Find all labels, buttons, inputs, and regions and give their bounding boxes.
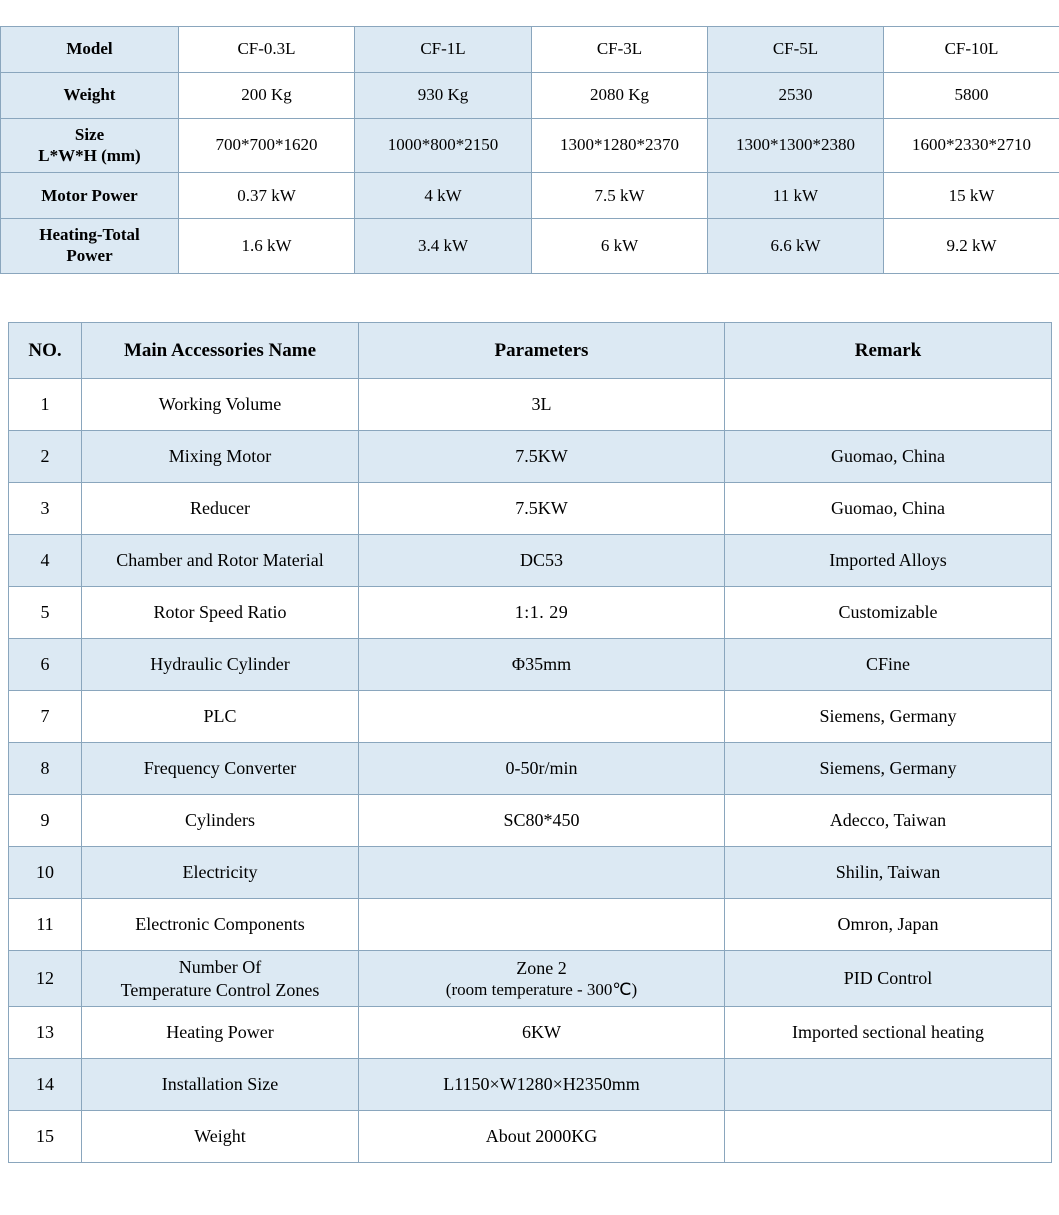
spec-cell: 6.6 kW: [708, 219, 884, 273]
table-row: [1, 27, 1059, 73]
cell-name: Hydraulic Cylinder: [82, 639, 359, 691]
table-row: [9, 691, 1052, 743]
cell-name-line2: Temperature Control Zones: [120, 979, 320, 1000]
cell-parameters: 1:1. 29: [359, 587, 725, 639]
cell-remark: Siemens, Germany: [725, 691, 1052, 743]
cell-parameters: 7.5KW: [359, 431, 725, 483]
spec-row-label-line2: Power: [66, 246, 113, 266]
cell-no: 1: [9, 379, 82, 431]
table-row: [1, 219, 1059, 273]
cell-parameters: L1150×W1280×H2350mm: [359, 1059, 725, 1111]
cell-parameters: 7.5KW: [359, 483, 725, 535]
cell-name: [82, 951, 359, 1007]
spec-cell: 4 kW: [355, 173, 532, 219]
table-row: [9, 639, 1052, 691]
cell-parameters: [359, 899, 725, 951]
cell-no: 5: [9, 587, 82, 639]
cell-name: Frequency Converter: [82, 743, 359, 795]
cell-name: Cylinders: [82, 795, 359, 847]
specification-table-container: [0, 26, 1059, 274]
specification-table: [0, 26, 1059, 274]
cell-name: Heating Power: [82, 1007, 359, 1059]
spec-cell: 2080 Kg: [532, 73, 708, 119]
spec-cell: 200 Kg: [179, 73, 355, 119]
table-row: [9, 795, 1052, 847]
cell-remark: Omron, Japan: [725, 899, 1052, 951]
cell-remark: [725, 1059, 1052, 1111]
cell-name: Rotor Speed Ratio: [82, 587, 359, 639]
spec-cell: CF-0.3L: [179, 27, 355, 73]
table-row: [9, 1007, 1052, 1059]
table-row: [1, 119, 1059, 173]
cell-parameters: 0-50r/min: [359, 743, 725, 795]
cell-remark: Shilin, Taiwan: [725, 847, 1052, 899]
spec-cell: CF-5L: [708, 27, 884, 73]
table-row: [1, 173, 1059, 219]
cell-remark: Guomao, China: [725, 431, 1052, 483]
cell-name: Chamber and Rotor Material: [82, 535, 359, 587]
cell-parameters: 3L: [359, 379, 725, 431]
cell-no: 8: [9, 743, 82, 795]
cell-name: Reducer: [82, 483, 359, 535]
cell-remark: Guomao, China: [725, 483, 1052, 535]
spec-cell: 2530: [708, 73, 884, 119]
cell-parameters: [359, 847, 725, 899]
spec-row-label: [1, 219, 179, 273]
cell-name: Installation Size: [82, 1059, 359, 1111]
spec-row-label-line1: Size: [74, 125, 105, 144]
cell-parameters: 6KW: [359, 1007, 725, 1059]
accessories-table-container: [8, 322, 1051, 1163]
spec-cell: 7.5 kW: [532, 173, 708, 219]
cell-parameters: [359, 951, 725, 1007]
spec-cell: CF-10L: [884, 27, 1059, 73]
cell-no: 9: [9, 795, 82, 847]
cell-no: 15: [9, 1111, 82, 1163]
cell-parameters: About 2000KG: [359, 1111, 725, 1163]
table-row: [9, 1111, 1052, 1163]
cell-remark: Adecco, Taiwan: [725, 795, 1052, 847]
cell-remark: Customizable: [725, 587, 1052, 639]
cell-no: 6: [9, 639, 82, 691]
cell-parameters: Φ35mm: [359, 639, 725, 691]
table-row: [9, 899, 1052, 951]
table-row: [9, 535, 1052, 587]
column-header-no: NO.: [9, 323, 82, 379]
spec-cell: 5800: [884, 73, 1059, 119]
cell-remark: Imported sectional heating: [725, 1007, 1052, 1059]
spec-cell: 1.6 kW: [179, 219, 355, 273]
cell-parameters: [359, 691, 725, 743]
spec-cell: 6 kW: [532, 219, 708, 273]
spec-cell: CF-1L: [355, 27, 532, 73]
cell-name-line1: Number Of: [178, 957, 262, 977]
table-header-row: [9, 323, 1052, 379]
spec-cell: CF-3L: [532, 27, 708, 73]
cell-remark: PID Control: [725, 951, 1052, 1007]
cell-parameters-line1: Zone 2: [516, 957, 567, 978]
spec-row-label: [1, 119, 179, 173]
cell-no: 14: [9, 1059, 82, 1111]
table-row: [9, 483, 1052, 535]
cell-no: 7: [9, 691, 82, 743]
table-row: [9, 847, 1052, 899]
spec-row-label: Model: [1, 27, 179, 73]
cell-remark: Imported Alloys: [725, 535, 1052, 587]
spec-cell: 700*700*1620: [179, 119, 355, 173]
cell-no: 10: [9, 847, 82, 899]
spec-row-label: Weight: [1, 73, 179, 119]
accessories-table: [8, 322, 1052, 1163]
cell-no: 12: [9, 951, 82, 1007]
cell-remark: [725, 1111, 1052, 1163]
table-row: [9, 587, 1052, 639]
spec-cell: 9.2 kW: [884, 219, 1059, 273]
cell-parameters: SC80*450: [359, 795, 725, 847]
cell-no: 3: [9, 483, 82, 535]
cell-no: 2: [9, 431, 82, 483]
cell-no: 13: [9, 1007, 82, 1059]
spec-cell: 930 Kg: [355, 73, 532, 119]
cell-no: 11: [9, 899, 82, 951]
table-row: [9, 951, 1052, 1007]
table-row: [9, 1059, 1052, 1111]
cell-remark: Siemens, Germany: [725, 743, 1052, 795]
column-header-name: Main Accessories Name: [82, 323, 359, 379]
cell-name: Working Volume: [82, 379, 359, 431]
cell-remark: [725, 379, 1052, 431]
column-header-remark: Remark: [725, 323, 1052, 379]
cell-name: Electricity: [82, 847, 359, 899]
spec-row-label-line1: Heating-Total: [39, 225, 140, 245]
cell-no: 4: [9, 535, 82, 587]
cell-parameters-line2: (room temperature - 300℃): [445, 980, 638, 1000]
spec-cell: 11 kW: [708, 173, 884, 219]
table-row: [9, 431, 1052, 483]
column-header-parameters: Parameters: [359, 323, 725, 379]
spec-row-label-line2: L*W*H (mm): [38, 145, 141, 165]
spec-cell: 1300*1280*2370: [532, 119, 708, 173]
table-row: [9, 743, 1052, 795]
cell-name: Weight: [82, 1111, 359, 1163]
cell-parameters: DC53: [359, 535, 725, 587]
table-row: [9, 379, 1052, 431]
spec-cell: 0.37 kW: [179, 173, 355, 219]
spec-cell: 1300*1300*2380: [708, 119, 884, 173]
cell-remark: CFine: [725, 639, 1052, 691]
cell-name: Electronic Components: [82, 899, 359, 951]
spec-cell: 15 kW: [884, 173, 1059, 219]
table-row: [1, 73, 1059, 119]
spec-cell: 1600*2330*2710: [884, 119, 1059, 173]
cell-name: Mixing Motor: [82, 431, 359, 483]
spec-cell: 1000*800*2150: [355, 119, 532, 173]
cell-name: PLC: [82, 691, 359, 743]
spec-cell: 3.4 kW: [355, 219, 532, 273]
spec-row-label: Motor Power: [1, 173, 179, 219]
